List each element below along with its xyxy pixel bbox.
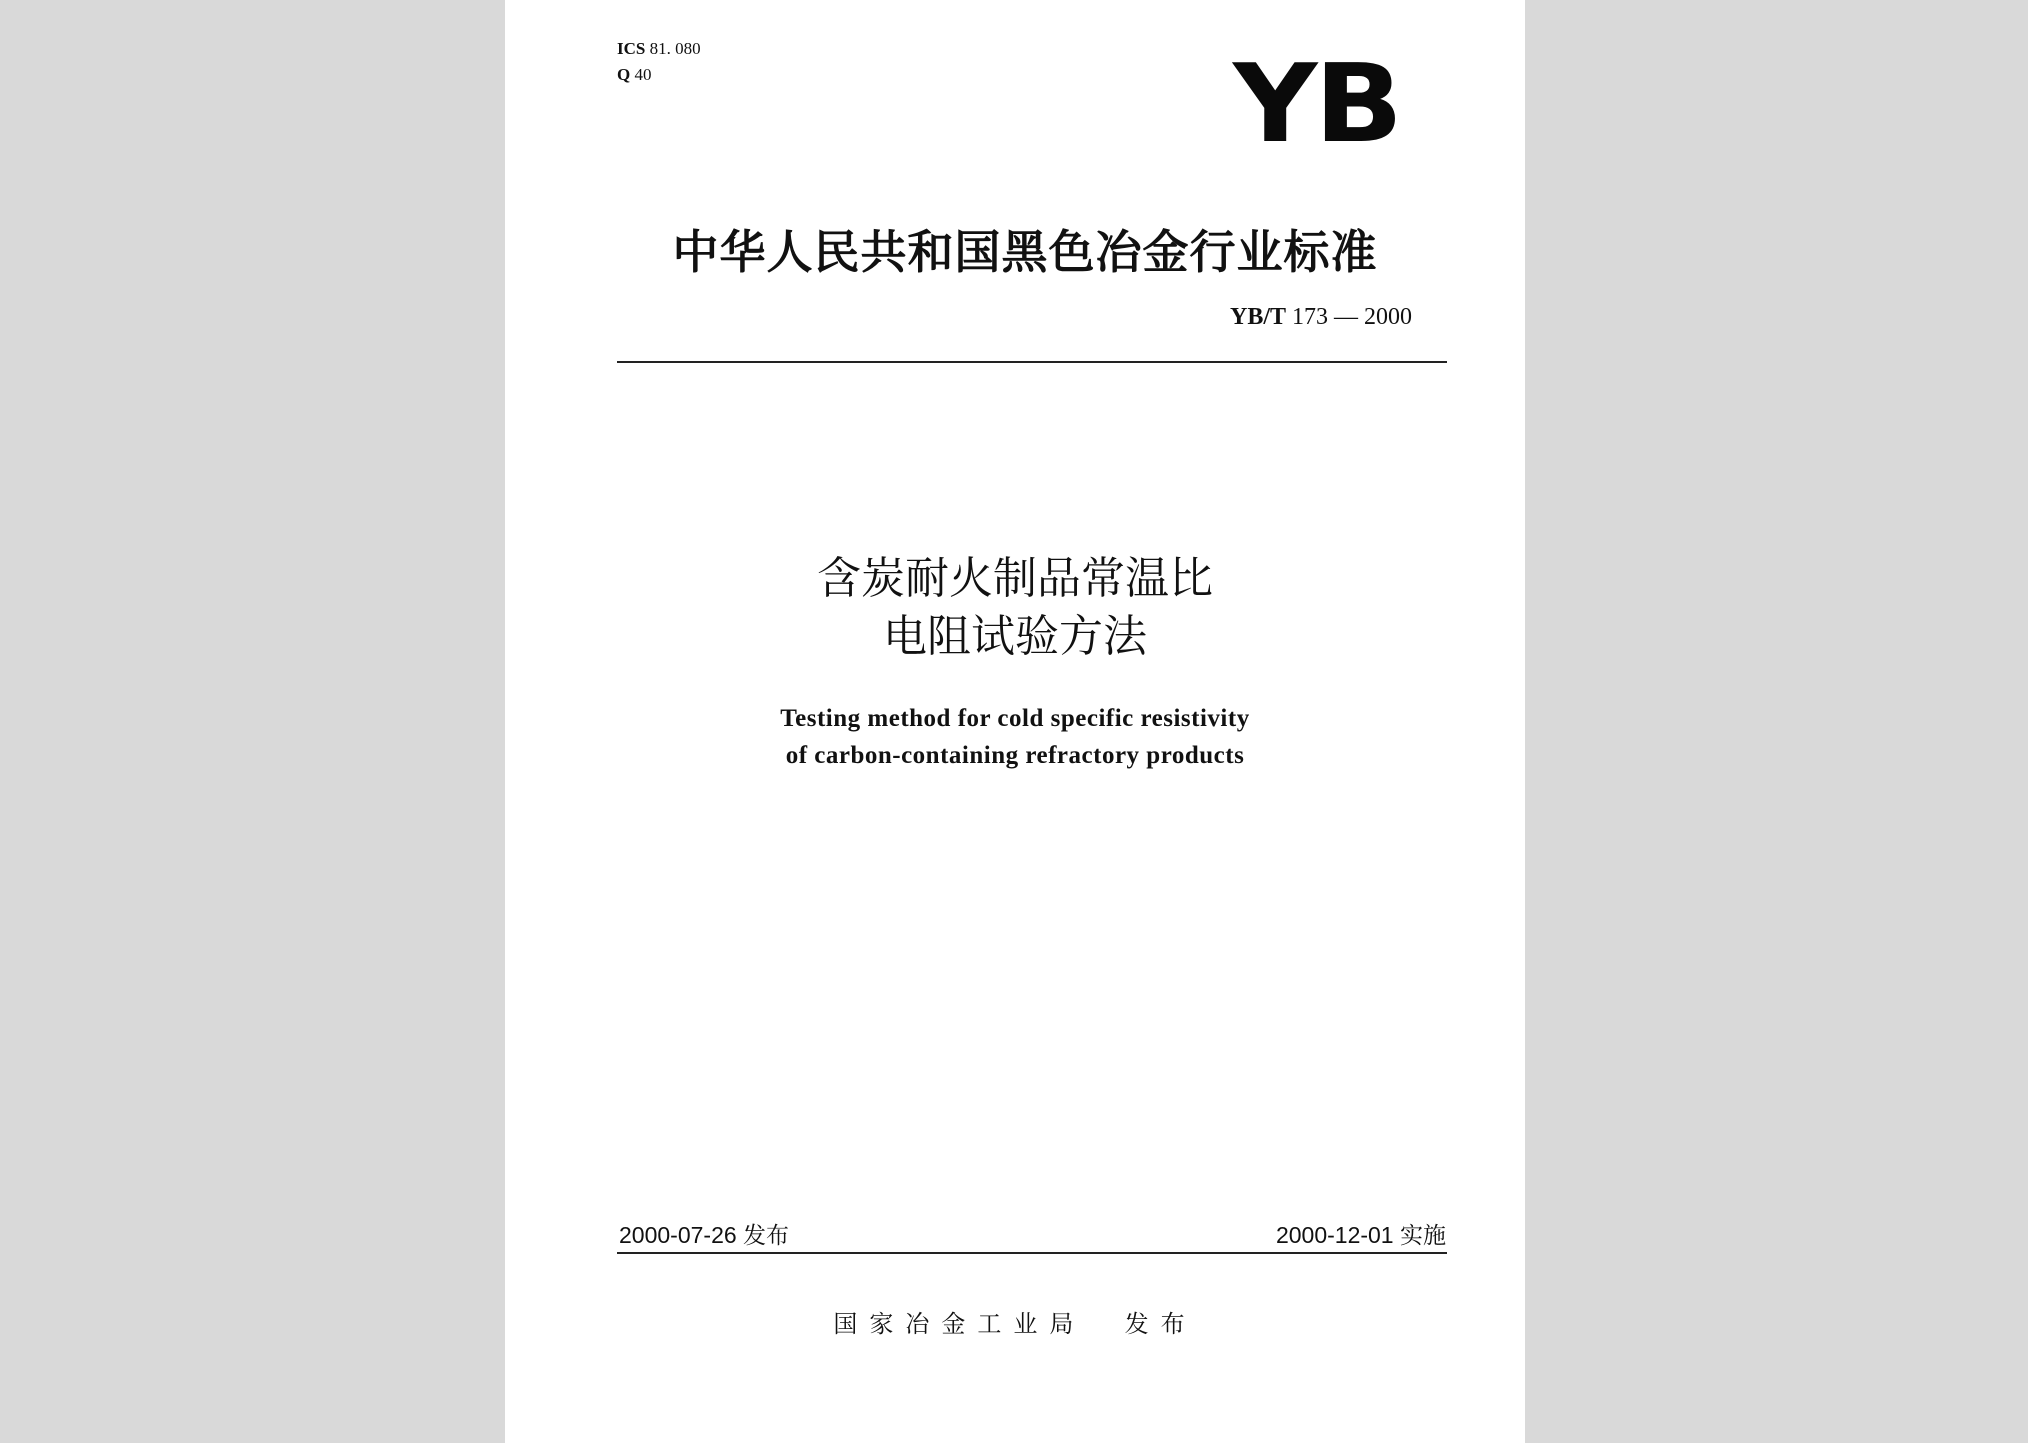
document-title-en [585,700,1445,774]
document-title-zh [585,550,1445,666]
ics-code-line [617,36,701,62]
ccs-label: Q [617,65,631,84]
issue-date: 2000-07-26 发布 [619,1222,790,1248]
standard-code-number: 173 — 2000 [1292,304,1412,330]
yb-logo: YB [1233,42,1400,167]
top-divider [617,361,1447,363]
bottom-divider [617,1252,1447,1254]
ics-label: ICS [617,39,646,58]
ics-code: 81. 080 [649,39,701,58]
publisher: 国家冶金工业局 发布 [833,1310,1197,1338]
document-title-en-line1: Testing method for cold specific resistivity [780,705,1250,732]
implementation-date: 2000-12-01 实施 [1275,1222,1446,1248]
document-title-zh-line2: 电阻试验方法 [883,611,1147,662]
ccs-code: 40 [634,65,652,84]
standard-code-prefix: YB/T [1229,304,1286,330]
document-title-en-line2: of carbon-containing refractory products [785,742,1245,769]
standard-code [1230,302,1412,332]
classification-codes [617,36,701,88]
document-page [505,0,1525,1443]
document-title-zh-line1: 含炭耐火制品常温比 [817,553,1213,604]
ccs-code-line [617,62,701,88]
standard-title: 中华人民共和国黑色冶金行业标准 [672,225,1378,279]
